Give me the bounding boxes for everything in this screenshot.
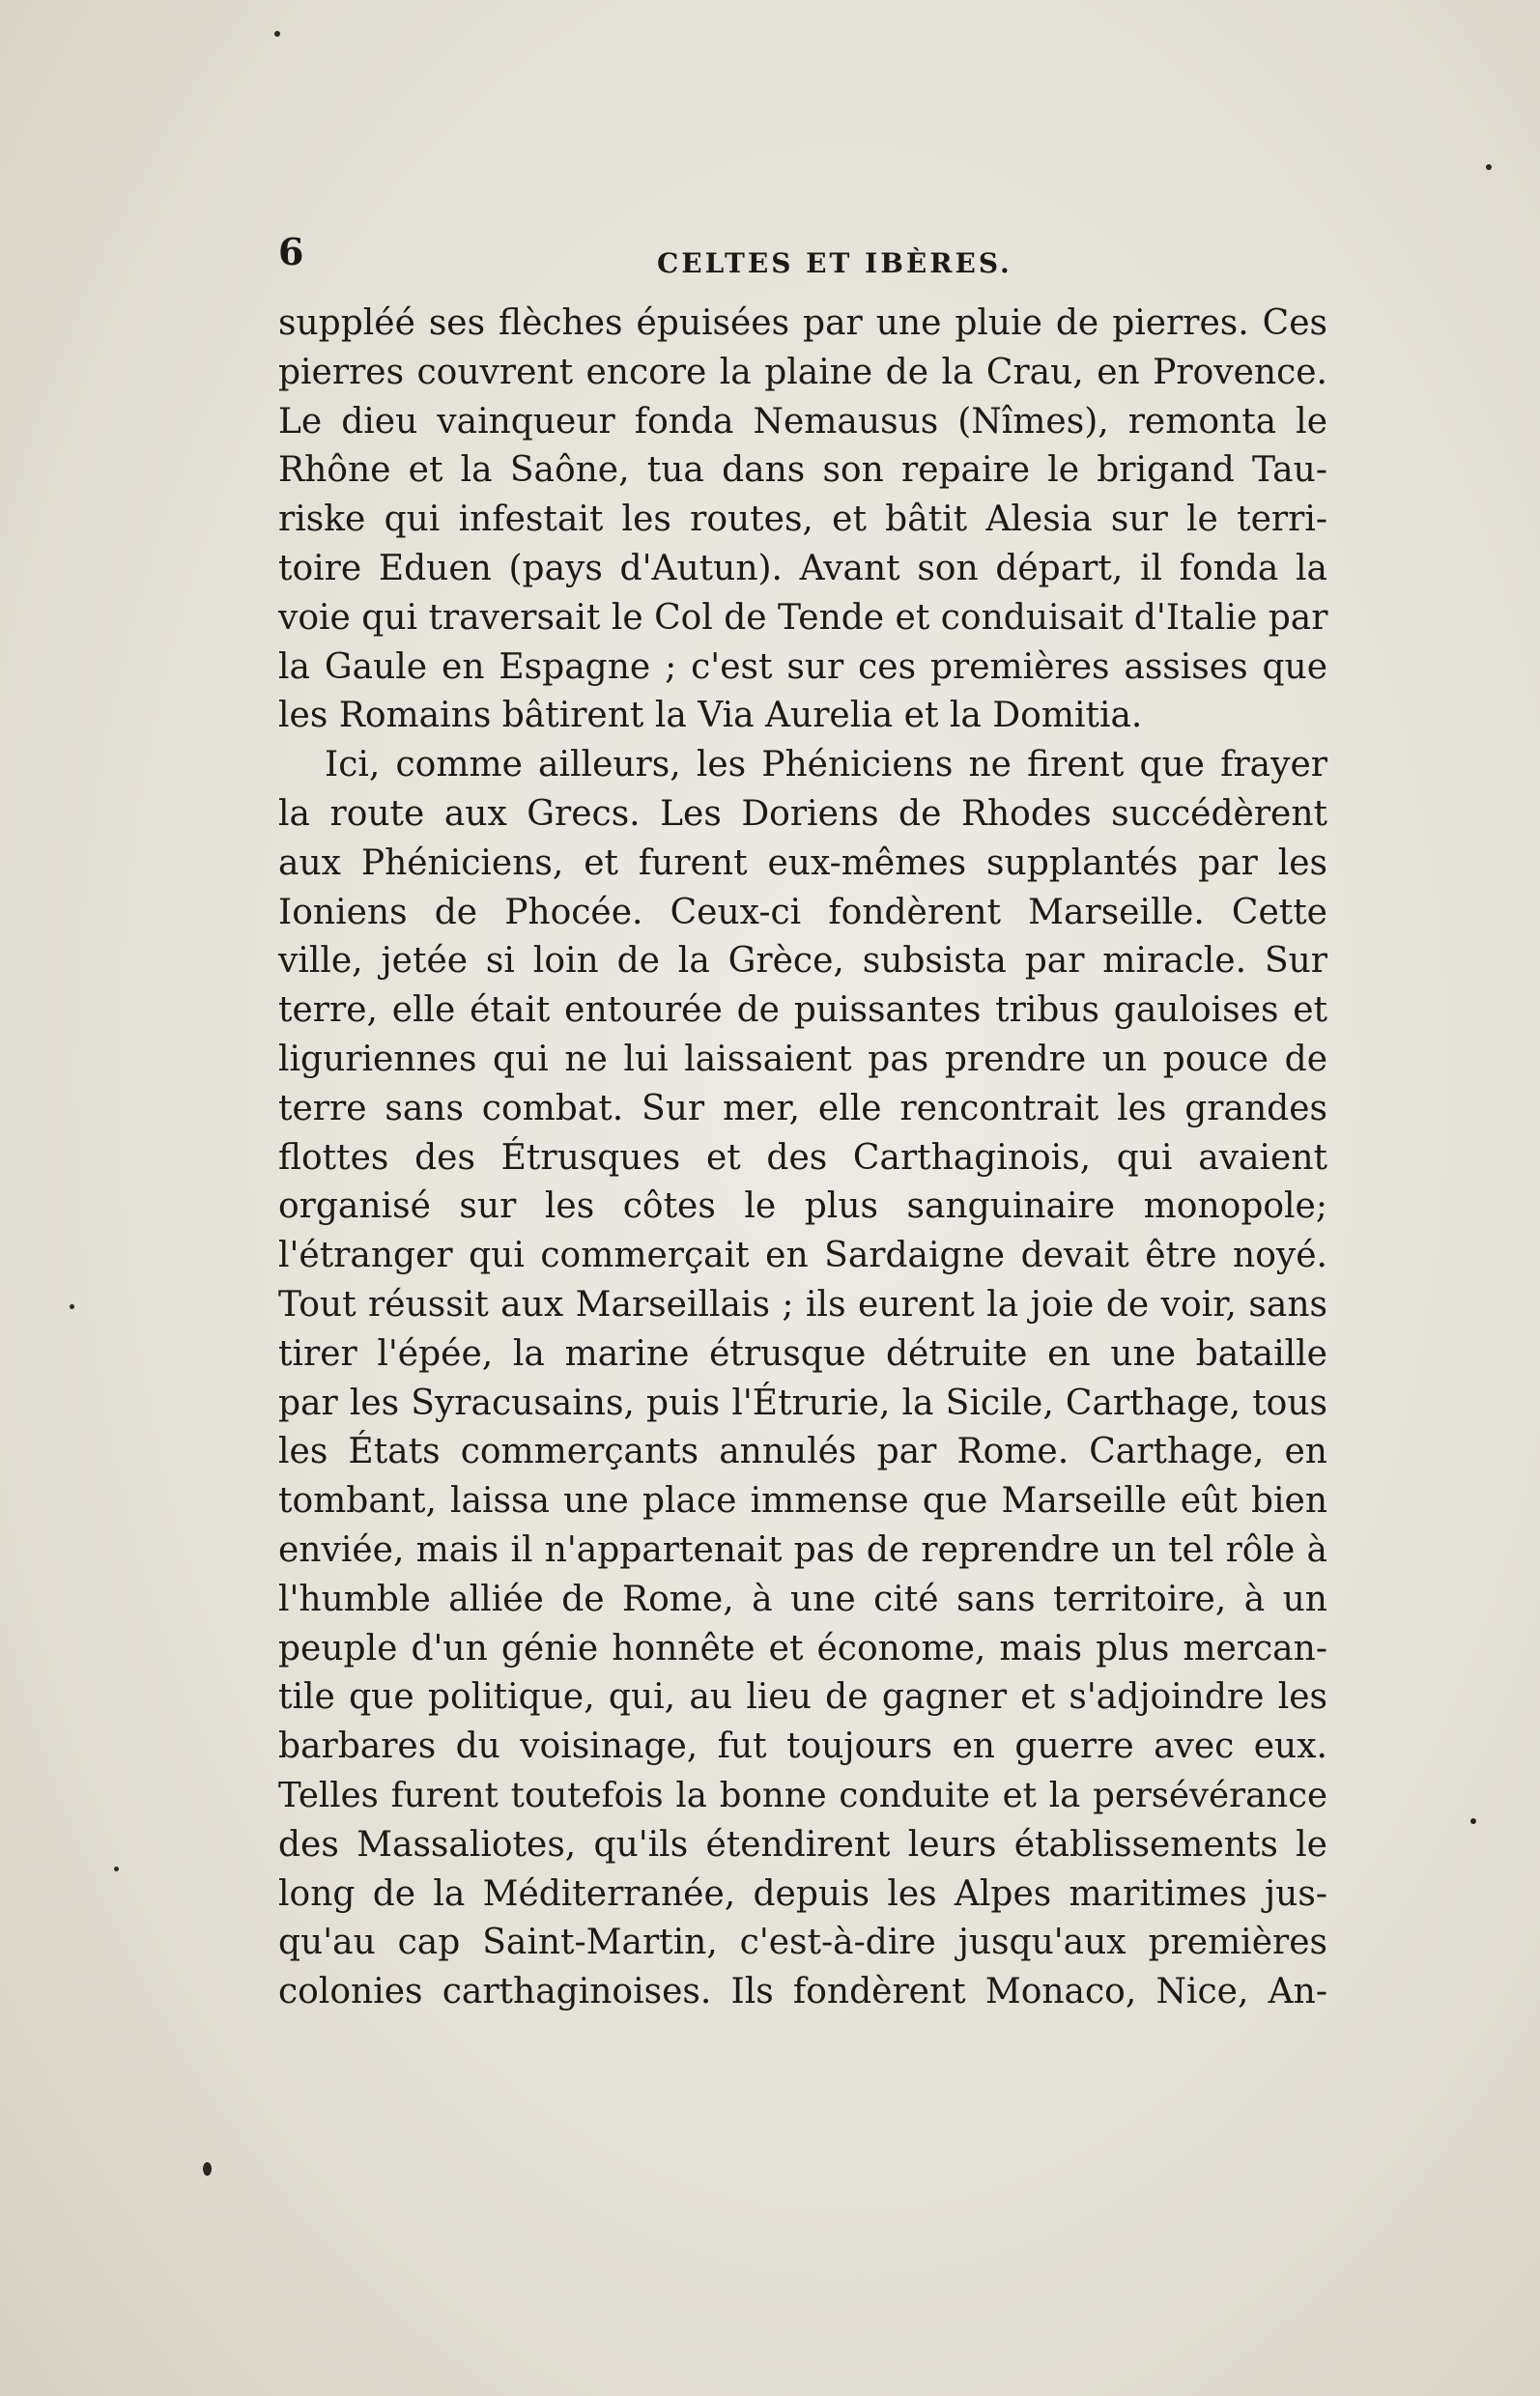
text-line: aux Phéniciens, et furent eux-mêmes supplantés par les: [278, 842, 1327, 883]
text-line: flottes des Étrusques et des Carthaginois, qui avaient: [278, 1137, 1327, 1178]
text-line: Rhône et la Saône, tua dans son repaire le brigand Tau-: [278, 450, 1327, 491]
text-line: tombant, laissa une place immense que Marseille eût bien: [278, 1481, 1327, 1522]
text-line: terre sans combat. Sur mer, elle rencontrait les grandes: [278, 1088, 1327, 1128]
ink-speck: [70, 1304, 74, 1309]
text-line: tile que politique, qui, au lieu de gagner et s'adjoindre les: [278, 1677, 1327, 1718]
ink-speck: [203, 2162, 212, 2176]
text-line: Tout réussit aux Marseillais ; ils eurent la joie de voir, sans: [278, 1284, 1327, 1325]
text-line: terre, elle était entourée de puissantes tribus gauloises et: [278, 990, 1327, 1031]
text-line: voie qui traversait le Col de Tende et conduisait d'Italie par: [278, 597, 1328, 638]
text-line: l'étranger qui commerçait en Sardaigne devait être noyé.: [278, 1236, 1327, 1276]
text-line: liguriennes qui ne lui laissaient pas prendre un pouce de: [278, 1039, 1327, 1079]
text-line: pierres couvrent encore la plaine de la Crau, en Provence.: [278, 352, 1327, 392]
text-line: colonies carthaginoises. Ils fondèrent Monaco, Nice, An-: [278, 1972, 1327, 2012]
page-header: [278, 230, 1327, 278]
ink-speck: [274, 31, 280, 37]
text-line: des Massaliotes, qu'ils étendirent leurs établissements le: [278, 1824, 1327, 1865]
ink-speck: [1470, 1818, 1476, 1824]
text-line: qu'au cap Saint-Martin, c'est-à-dire jusqu'aux premières: [278, 1923, 1327, 1963]
text-line: Telles furent toutefois la bonne conduite et la persévérance: [278, 1775, 1327, 1815]
text-line: les États commerçants annulés par Rome. Carthage, en: [278, 1432, 1327, 1472]
text-line: l'humble alliée de Rome, à une cité sans territoire, à un: [278, 1579, 1327, 1619]
text-line: long de la Méditerranée, depuis les Alpes maritimes jus-: [278, 1873, 1327, 1914]
text-line: organisé sur les côtes le plus sanguinaire monopole;: [278, 1186, 1327, 1227]
text-line: barbares du voisinage, fut toujours en guerre avec eux.: [278, 1726, 1327, 1767]
text-line: les Romains bâtirent la Via Aurelia et la Domitia.: [278, 696, 1143, 736]
text-line: ville, jetée si loin de la Grèce, subsista par miracle. Sur: [278, 941, 1327, 982]
running-head: CELTES ET IBÈRES.: [657, 247, 1012, 279]
text-line: Le dieu vainqueur fonda Nemausus (Nîmes), remonta le: [278, 401, 1327, 442]
text-line: peuple d'un génie honnête et économe, mais plus mercan-: [278, 1628, 1327, 1669]
text-line: Ioniens de Phocée. Ceux-ci fondèrent Marseille. Cette: [278, 892, 1327, 932]
text-line: enviée, mais il n'appartenait pas de reprendre un tel rôle à: [278, 1529, 1327, 1570]
text-line: la route aux Grecs. Les Doriens de Rhodes succédèrent: [278, 793, 1327, 834]
page-number: 6: [278, 230, 304, 273]
text-line: tirer l'épée, la marine étrusque détruite en une bataille: [278, 1333, 1327, 1374]
text-line: riske qui infestait les routes, et bâtit Alesia sur le terri-: [278, 499, 1327, 540]
ink-speck: [1486, 164, 1492, 170]
text-line: la Gaule en Espagne ; c'est sur ces premières assises que: [278, 646, 1327, 687]
text-line: par les Syracusains, puis l'Étrurie, la Sicile, Carthage, tous: [278, 1383, 1327, 1423]
text-line: toire Eduen (pays d'Autun). Avant son départ, il fonda la: [278, 548, 1327, 588]
text-line: Ici, comme ailleurs, les Phéniciens ne firent que frayer: [325, 745, 1327, 785]
ink-speck: [114, 1867, 119, 1871]
text-line: suppléé ses flèches épuisées par une pluie de pierres. Ces: [278, 303, 1327, 343]
body-text: [278, 300, 1327, 2017]
